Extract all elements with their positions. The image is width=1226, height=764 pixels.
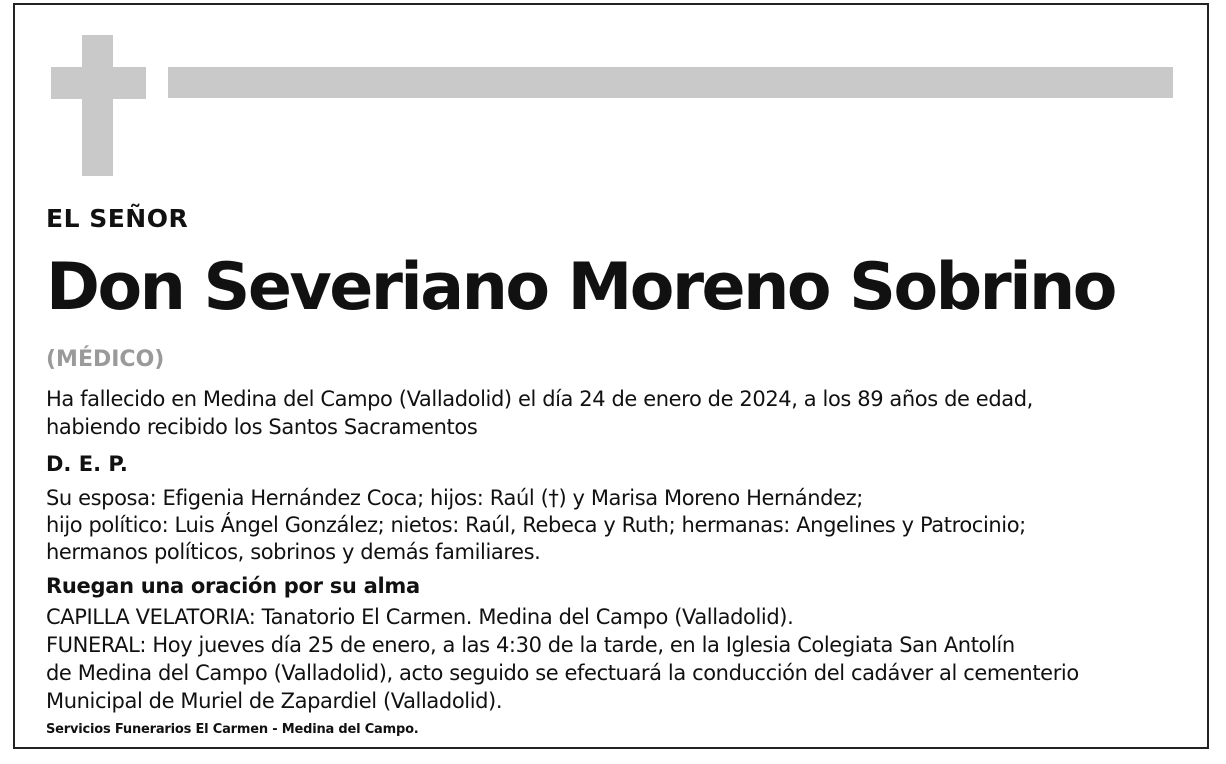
family-line: hijo político: Luis Ángel González; nietos: Raúl, Rebeca y Ruth; hermanas: Angelines y Patrocinio; [46, 513, 1026, 537]
header-rule-bar [168, 67, 1173, 98]
service-line: FUNERAL: Hoy jueves día 25 de enero, a las 4:30 de la tarde, en la Iglesia Colegiata San Antolín [46, 633, 1015, 657]
honorific: EL SEÑOR [46, 204, 189, 233]
family-line: Su esposa: Efigenia Hernández Coca; hijos: Raúl (†) y Marisa Moreno Hernández; [46, 486, 863, 510]
service-line: de Medina del Campo (Valladolid), acto seguido se efectuará la conducción del cadáver al cementerio [46, 661, 1079, 685]
death-line: Ha fallecido en Medina del Campo (Valladolid) el día 24 de enero de 2024, a los 89 años de edad, [46, 387, 1033, 411]
service-line: CAPILLA VELATORIA: Tanatorio El Carmen. Medina del Campo (Valladolid). [46, 605, 794, 629]
prayer-request: Ruegan una oración por su alma [46, 574, 420, 598]
family-line: hermanos políticos, sobrinos y demás familiares. [46, 540, 541, 564]
service-line: Municipal de Muriel de Zapardiel (Valladolid). [46, 689, 503, 713]
funeral-home-credit: Servicios Funerarios El Carmen - Medina del Campo. [46, 722, 419, 737]
dep: D. E. P. [46, 452, 128, 476]
cross-vertical-bar [82, 35, 113, 176]
deceased-name: Don Severiano Moreno Sobrino [46, 250, 1115, 325]
profession: (MÉDICO) [46, 347, 165, 372]
death-line: habiendo recibido los Santos Sacramentos [46, 415, 478, 439]
cross-horizontal-bar [51, 67, 146, 99]
